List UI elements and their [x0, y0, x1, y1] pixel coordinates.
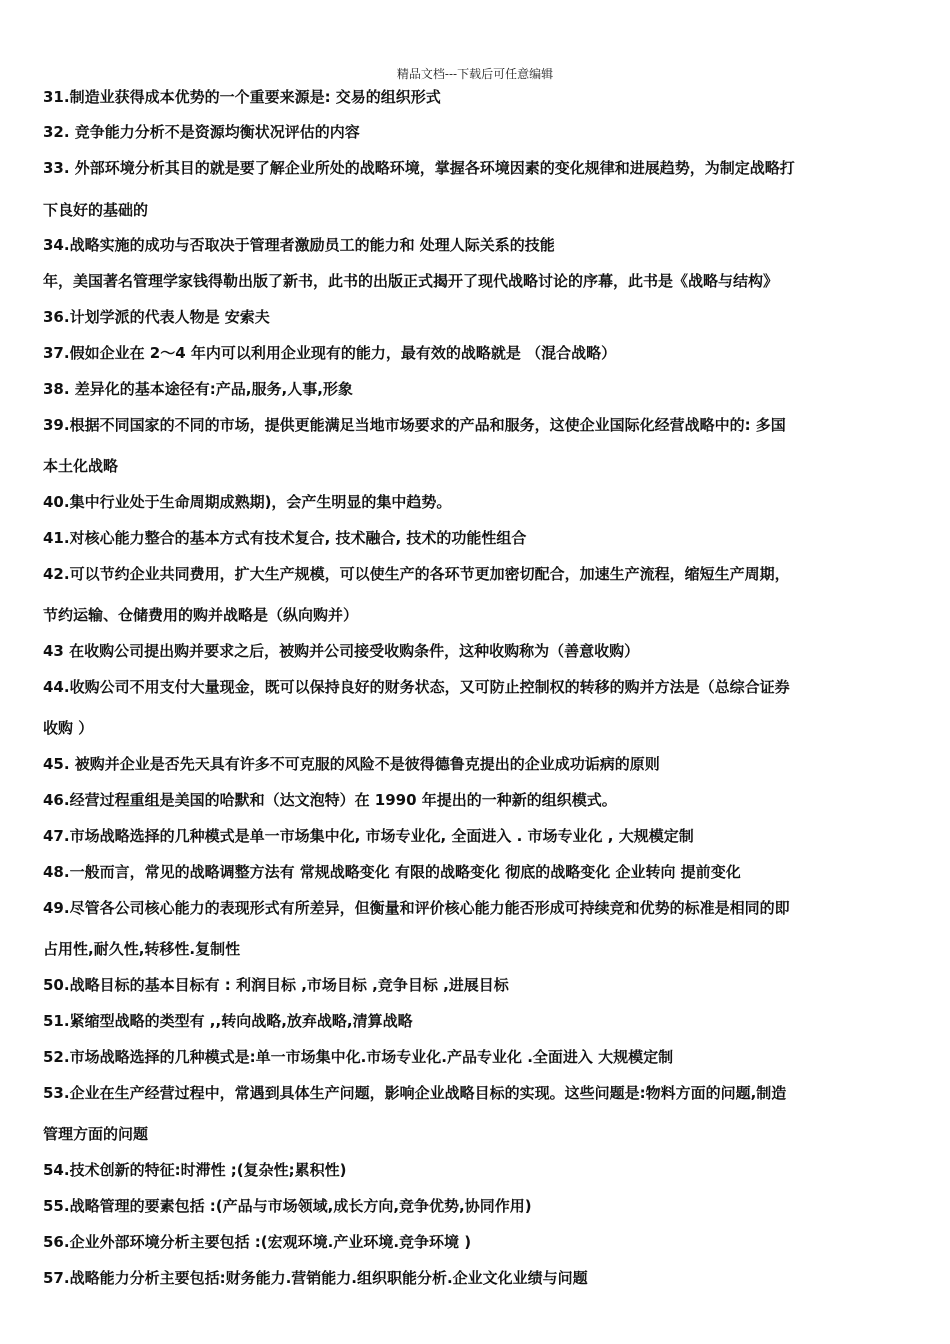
text-line: 44.收购公司不用支付大量现金，既可以保持良好的财务状态，又可防止控制权的转移的购并方法是（总综合证券 — [43, 678, 790, 696]
text-line: 52.市场战略选择的几种模式是:单一市场集中化.市场专业化.产品专业化 .全面进入 大规模定制 — [43, 1048, 674, 1066]
text-line: 收购 ） — [43, 719, 94, 737]
text-line: 36.计划学派的代表人物是 安索夫 — [43, 308, 270, 326]
text-line: 41.对核心能力整合的基本方式有技术复合, 技术融合, 技术的功能性组合 — [43, 529, 527, 547]
text-line: 57.战略能力分析主要包括:财务能力.营销能力.组织职能分析.企业文化业绩与问题 — [43, 1269, 588, 1287]
text-line: 49.尽管各公司核心能力的表现形式有所差异，但衡量和评价核心能力能否形成可持续竞和优势的标准是相同的即 — [43, 899, 790, 917]
text-line: 32. 竞争能力分析不是资源均衡状况评估的内容 — [43, 123, 360, 141]
text-line: 55.战略管理的要素包括 :(产品与市场领域,成长方向,竞争优势,协同作用) — [43, 1197, 532, 1215]
text-line: 45. 被购并企业是否先天具有许多不可克服的风险不是彼得德鲁克提出的企业成功诟病的原则 — [43, 755, 660, 773]
text-line: 31.制造业获得成本优势的一个重要来源是: 交易的组织形式 — [43, 88, 441, 106]
text-line: 年，美国著名管理学家钱得勒出版了新书，此书的出版正式揭开了现代战略讨论的序幕，此书是《战略与结构》 — [43, 272, 779, 290]
text-line: 47.市场战略选择的几种模式是单一市场集中化, 市场专业化, 全面进入 . 市场专业化 , 大规模定制 — [43, 827, 694, 845]
text-line: 50.战略目标的基本目标有 : 利润目标 ,市场目标 ,竞争目标 ,进展目标 — [43, 976, 509, 994]
text-line: 管理方面的问题 — [43, 1125, 149, 1143]
text-line: 39.根据不同国家的不同的市场，提供更能满足当地市场要求的产品和服务，这使企业国际化经营战略中的: 多国 — [43, 416, 786, 434]
text-line: 51.紧缩型战略的类型有 ,,转向战略,放弃战略,清算战略 — [43, 1012, 413, 1030]
text-line: 本土化战略 — [43, 457, 119, 475]
text-line: 占用性,耐久性,转移性.复制性 — [43, 940, 241, 958]
text-line: 42.可以节约企业共同费用，扩大生产规模，可以使生产的各环节更加密切配合，加速生产流程，缩短生产周期， — [43, 565, 790, 583]
page-header: 精品文档---下载后可任意编辑 — [396, 67, 554, 81]
text-line: 53.企业在生产经营过程中，常遇到具体生产问题，影响企业战略目标的实现。这些问题是:物料方面的问题,制造 — [43, 1084, 787, 1102]
text-line: 下良好的基础的 — [43, 201, 149, 219]
text-line: 54.技术创新的特征:时滞性 ;(复杂性;累积性) — [43, 1161, 347, 1179]
text-line: 43 在收购公司提出购并要求之后，被购并公司接受收购条件，这种收购称为（善意收购） — [43, 642, 640, 660]
text-line: 34.战略实施的成功与否取决于管理者激励员工的能力和 处理人际关系的技能 — [43, 236, 555, 254]
text-line: 48.一般而言，常见的战略调整方法有 常规战略变化 有限的战略变化 彻底的战略变化 企业转向 提前变化 — [43, 863, 741, 881]
text-line: 46.经营过程重组是美国的哈默和（达文泡特）在 1990 年提出的一种新的组织模式。 — [43, 791, 617, 809]
text-line: 37.假如企业在 2～4 年内可以利用企业现有的能力，最有效的战略就是 （混合战略） — [43, 344, 617, 362]
text-line: 节约运输、仓储费用的购并战略是（纵向购并） — [43, 606, 359, 624]
text-line: 38. 差异化的基本途径有:产品,服务,人事,形象 — [43, 380, 353, 398]
text-line: 40.集中行业处于生命周期成熟期)，会产生明显的集中趋势。 — [43, 493, 452, 511]
text-line: 56.企业外部环境分析主要包括 :(宏观环境.产业环境.竞争环境 ) — [43, 1233, 472, 1251]
text-line: 33. 外部环境分析其目的就是要了解企业所处的战略环境，掌握各环境因素的变化规律和进展趋势，为制定战略打 — [43, 159, 795, 177]
